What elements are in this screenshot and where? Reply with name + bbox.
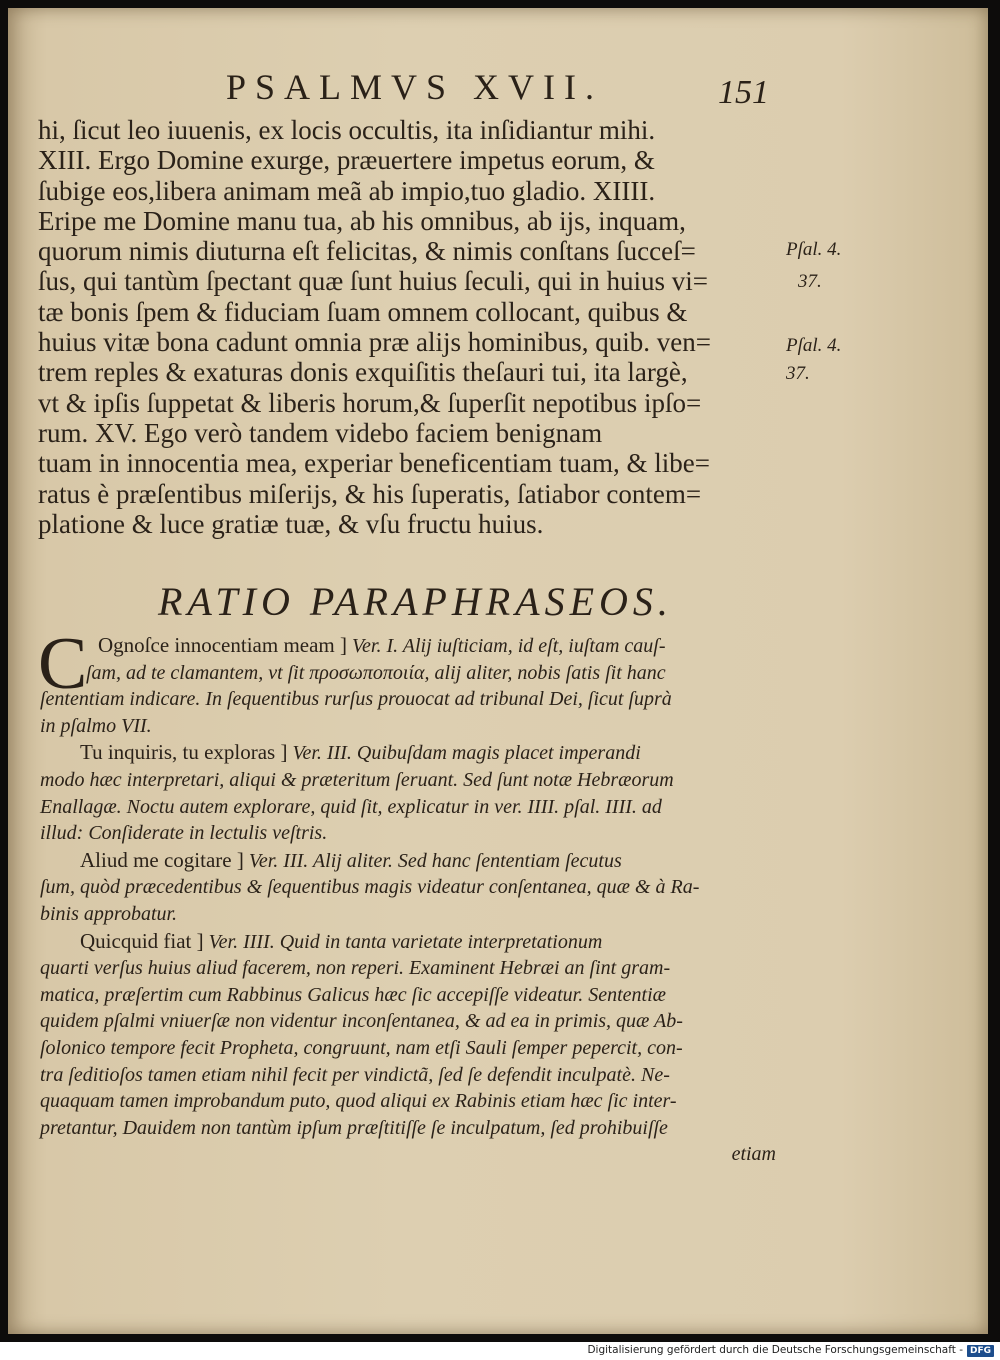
text-line: trem reples & exaturas donis exquiſitis theſauri tui, ita largè, <box>38 357 688 388</box>
text-line: rum. XV. Ego verò tandem videbo faciem benignam <box>38 417 603 448</box>
text-line: hi, ſicut leo iuuenis, ex locis occultis, ita inſidiantur mihi. <box>38 115 656 145</box>
psalm-paraphrase-text <box>38 115 808 539</box>
commentary-line: quidem pſalmi vniuerſæ non videntur inconſentanea, & ad ea in primis, quæ Ab- <box>40 1010 683 1033</box>
text-line: platione & luce gratiæ tuæ, & vſu fructu huius. <box>38 508 544 539</box>
margin-note: Pſal. 4. <box>786 239 842 260</box>
commentary-line: in pſalmo VII. <box>40 714 152 737</box>
commentary-line: ſententiam indicare. In ſequentibus rurſus prouocat ad tribunal Dei, ſicut ſuprà <box>40 688 672 711</box>
margin-note: 37. <box>786 363 810 384</box>
catchword: etiam <box>731 1143 776 1166</box>
commentary-line: modo hæc interpretari, aliqui & præteritum ſeruant. Sed ſunt notæ Hebræorum <box>40 768 674 791</box>
text-line: XIII. Ergo Domine exurge, præuertere impetus eorum, & <box>38 145 655 176</box>
commentary-line: binis approbatur. <box>40 902 178 925</box>
digitization-credit-bar <box>0 1342 1000 1360</box>
text-line: ſus, qui tantùm ſpectant quæ ſunt huius ſeculi, qui in huius vi= <box>38 266 708 297</box>
commentary-line: tra ſeditioſos tamen etiam nihil fecit per vindictã, ſed ſe defendit inculpatè. Ne- <box>40 1063 670 1086</box>
commentary-line: Tu inquiris, tu exploras ] Ver. III. Quibuſdam magis placet imperandi <box>80 740 641 765</box>
book-page <box>8 8 988 1334</box>
text-line: ratus è præſentibus miſerijs, & his ſuperatis, ſatiabor contem= <box>38 478 702 509</box>
commentary-line: illud: Conſiderate in lectulis veſtris. <box>40 822 328 845</box>
text-line: tæ bonis ſpem & fiduciam ſuam omnem collocant, quibus & <box>38 296 688 327</box>
text-line: Eripe me Domine manu tua, ab his omnibus, ab ijs, inquam, <box>38 205 686 236</box>
commentary-line: matica, præſertim cum Rabbinus Galicus hæc ſic accepiſſe videatur. Sententiæ <box>40 983 667 1006</box>
commentary-line: Quicquid fiat ] Ver. IIII. Quid in tanta varietate interpretationum <box>80 928 603 953</box>
text-line: tuam in innocentia mea, experiar beneficentiam tuam, & libe= <box>38 448 710 479</box>
text-line: ſubige eos,libera animam meã ab impio,tuo gladio. XIIII. <box>38 175 656 206</box>
commentary-line: Enallagæ. Noctu autem explorare, quid ſit, explicatur in ver. IIII. pſal. IIII. ad <box>40 795 662 818</box>
dfg-logo: DFG <box>967 1345 994 1357</box>
commentary-line: Aliud me cogitare ] Ver. III. Alij aliter. Sed hanc ſententiam ſecutus <box>80 847 622 872</box>
drop-cap-initial: C <box>38 623 88 705</box>
commentary-line: Ognoſce innocentiam meam ] Ver. I. Alij iuſticiam, id eſt, iuſtam cauſ- <box>98 633 666 657</box>
margin-note: 37. <box>798 271 822 292</box>
margin-note: Pſal. 4. <box>786 335 842 356</box>
commentary-line: ſum, quòd præcedentibus & ſequentibus magis videatur conſentanea, quæ & à Ra- <box>40 876 700 899</box>
commentary-line: ſam, ad te clamantem, vt ſit προσωποποιία, alij aliter, nobis ſatis ſit hanc <box>86 661 666 684</box>
commentary-line: ſolonico tempore fecit Propheta, congruunt, nam etſi Sauli ſemper pepercit, con- <box>40 1036 683 1059</box>
commentary-line: pretantur, Dauidem non tantùm ipſum præſtitiſſe ſe inculpatum, ſed prohibuiſſe <box>40 1116 668 1139</box>
commentary-line: quaquam tamen improbandum puto, quod aliqui ex Rabinis etiam hæc ſic inter- <box>40 1090 677 1113</box>
text-line: huius vitæ bona cadunt omnia præ alijs hominibus, quib. ven= <box>38 327 711 358</box>
commentary-line: quarti verſus huius aliud facerem, non reperi. Examinent Hebræi an ſint gram- <box>40 957 671 980</box>
text-line: quorum nimis diuturna eſt felicitas, & nimis conſtans ſucceſ= <box>38 236 696 267</box>
running-head: PSALMVS XVII. <box>226 67 604 107</box>
section-heading: RATIO PARAPHRASEOS. <box>158 579 673 624</box>
commentary-notes <box>40 632 800 1168</box>
funding-credit-text: Digitalisierung gefördert durch die Deutsche Forschungsgemeinschaft - <box>587 1343 963 1356</box>
text-line: vt & ipſis ſuppetat & liberis horum,& ſuperſit nepotibus ipſo= <box>38 387 702 418</box>
page-number: 151 <box>718 74 769 111</box>
